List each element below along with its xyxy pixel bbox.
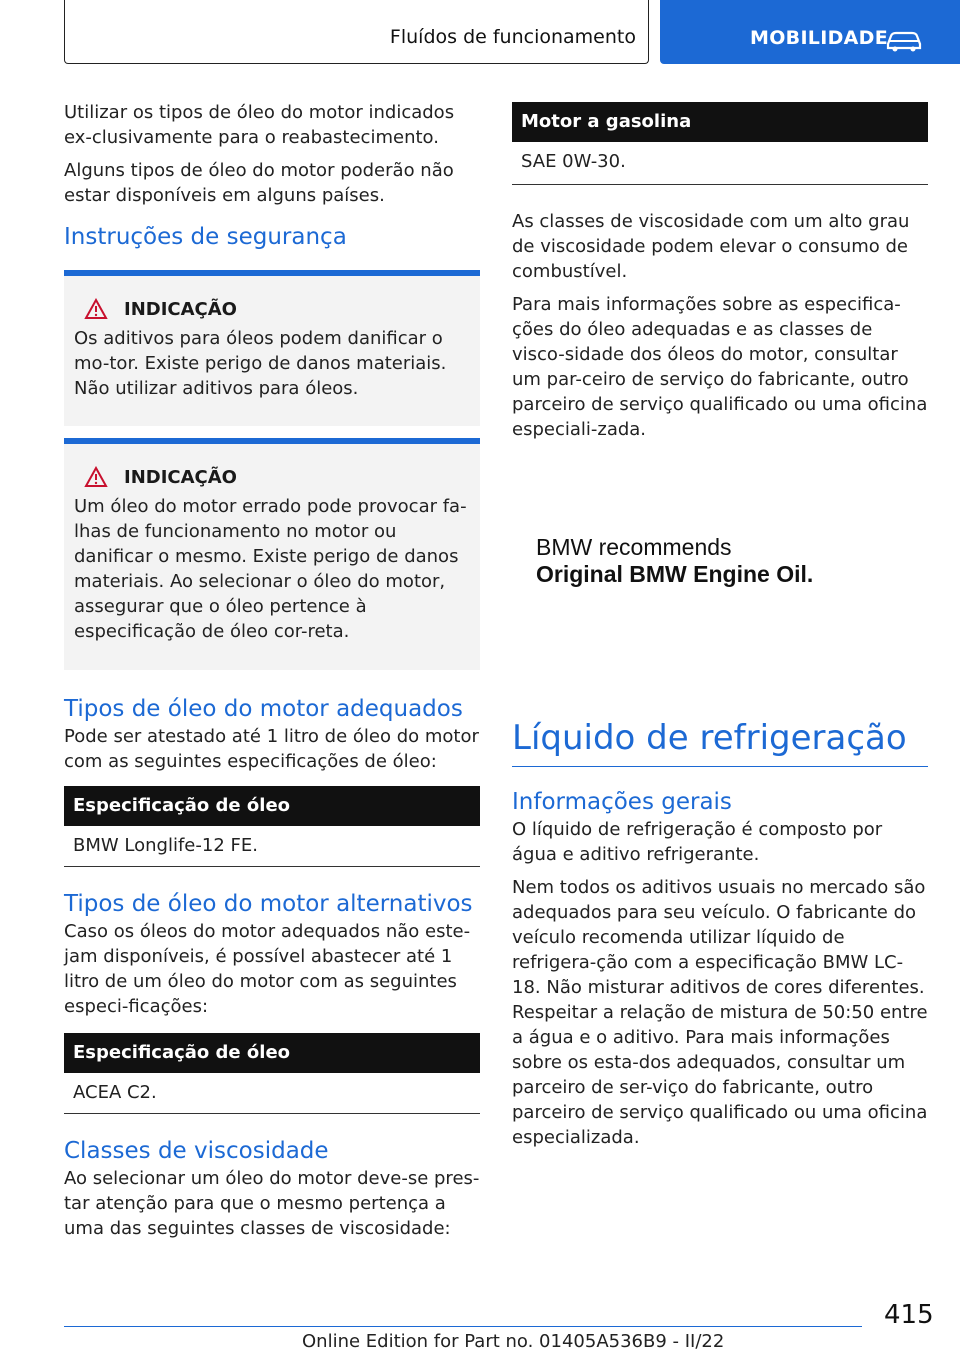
advert-line-2: Original BMW Engine Oil. xyxy=(536,561,814,587)
general-info-text-2: Nem todos os aditivos usuais no mercado são adequados para seu veículo. O fabricante do veículo recomenda utilizar líquido de refrigera-ção com a especificação BMW LC-18. Não misturar aditivos de cores diferentes. Respeitar a relação de mistura de 50:50 entre a água e o aditivo. Para mais informações sobre os esta-dos adequados, consultar um parceiro de ser-viço do fabricante, outro parceiro de serviço qualificado ou uma oficina especializada. xyxy=(512,877,928,1148)
notice-text: Os aditivos para óleos podem danificar o mo-tor. Existe perigo de danos materiais. Não utilizar aditivos para óleos. xyxy=(74,328,447,399)
viscosity-heading: Classes de viscosidade xyxy=(64,1138,329,1164)
advert-line-1: BMW recommends xyxy=(536,534,732,560)
intro-paragraph-2: Alguns tipos de óleo do motor poderão não estar disponíveis em alguns países. xyxy=(64,160,454,206)
warning-icon xyxy=(84,298,108,320)
page-number: 415 xyxy=(884,1300,934,1330)
chapter-label: MOBILIDADE xyxy=(750,27,889,49)
safety-heading: Instruções de segurança xyxy=(64,224,347,250)
notice-title: INDICAÇÃO xyxy=(124,466,237,488)
section-title: Fluídos de funcionamento xyxy=(389,26,636,48)
left-column xyxy=(64,100,480,1249)
petrol-engine-header: Motor a gasolina xyxy=(512,102,928,142)
alternative-oil-heading: Tipos de óleo do motor alternativos xyxy=(64,891,473,917)
petrol-engine-value: SAE 0W-30. xyxy=(512,142,928,185)
intro-paragraph-1: Utilizar os tipos de óleo do motor indicados ex-clusivamente para o reabastecimento. xyxy=(64,102,455,148)
suitable-oil-text: Pode ser atestado até 1 litro de óleo do motor com as seguintes especificações de óleo: xyxy=(64,726,479,772)
footer-edition: Online Edition for Part no. 01405A536B9 - II/22 xyxy=(302,1331,725,1352)
notice-box-1 xyxy=(64,270,480,426)
suitable-oil-heading: Tipos de óleo do motor adequados xyxy=(64,696,463,722)
coolant-heading-rule xyxy=(512,716,928,767)
more-info-text: Para mais informações sobre as especifica-ções do óleo adequadas e as classes de visco-sidade dos óleos do motor, consultar um par-ceiro de serviço do fabricante, outro parceiro de serviço qualificado ou uma oficina especiali-zada. xyxy=(512,294,928,440)
car-icon xyxy=(884,28,924,52)
coolant-section xyxy=(512,716,928,1158)
spec-table-header: Especificação de óleo xyxy=(64,1033,480,1073)
spec-table-header: Especificação de óleo xyxy=(64,786,480,826)
chapter-tab[interactable] xyxy=(660,0,960,64)
right-column xyxy=(512,102,928,450)
coolant-heading: Líquido de refrigeração xyxy=(512,718,907,758)
spec-table-value: ACEA C2. xyxy=(64,1073,480,1114)
general-info-text-1: O líquido de refrigeração é composto por água e aditivo refrigerante. xyxy=(512,819,883,865)
notice-box-2 xyxy=(64,438,480,670)
alternative-oil-text: Caso os óleos do motor adequados não este-jam disponíveis, é possível abastecer até 1 litro de um óleo do motor com as seguintes especi-ficações: xyxy=(64,921,471,1017)
viscosity-info-text: As classes de viscosidade com um alto grau de viscosidade podem elevar o consumo de combustível. xyxy=(512,211,910,282)
viscosity-text: Ao selecionar um óleo do motor deve-se pres-tar atenção para que o mesmo pertença a uma das seguintes classes de viscosidade: xyxy=(64,1168,480,1239)
notice-text: Um óleo do motor errado pode provocar fa-lhas de funcionamento no motor ou danificar o mesmo. Existe perigo de danos materiais. Ao selecionar o óleo do motor, assegurar que o óleo pertence à especificação de óleo cor-reta. xyxy=(74,496,467,642)
header-section-box xyxy=(64,0,649,64)
notice-title: INDICAÇÃO xyxy=(124,298,237,320)
bmw-oil-advert xyxy=(536,534,813,588)
general-info-heading: Informações gerais xyxy=(512,789,732,815)
footer-divider xyxy=(64,1326,862,1327)
warning-icon xyxy=(84,466,108,488)
spec-table-value: BMW Longlife-12 FE. xyxy=(64,826,480,867)
